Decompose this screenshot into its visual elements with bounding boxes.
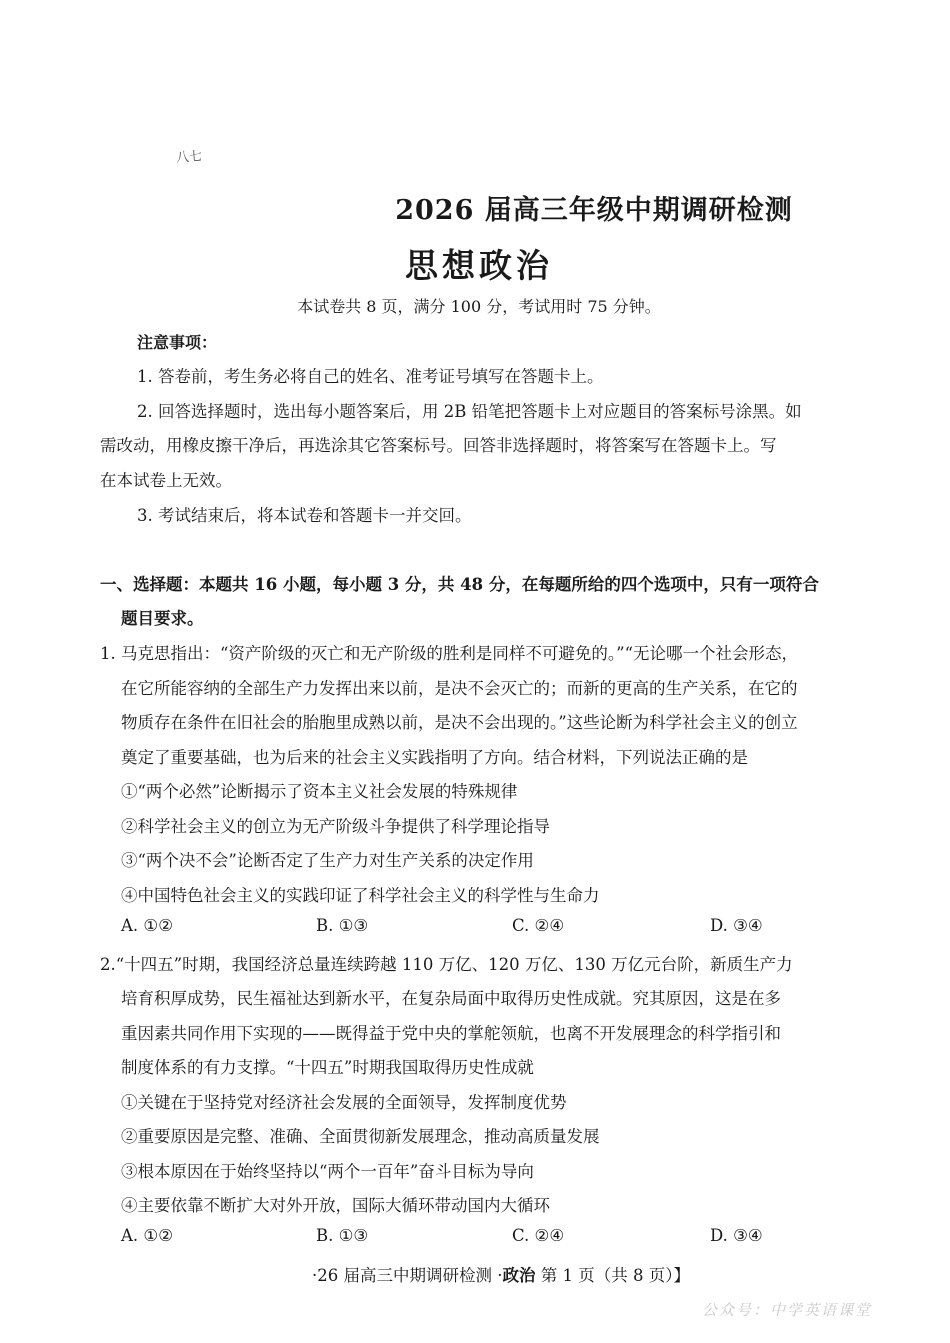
footer-exam-name: ·26 届高三中期调研检测 · xyxy=(312,1266,503,1285)
footer-page-number: 第 1 页（共 8 页）】 xyxy=(535,1266,690,1285)
exam-title: 2026 届高三年级中期调研检测 xyxy=(395,195,793,226)
question-2-stem: 重因素共同作用下实现的——既得益于党中央的掌舵领航，也离不开发展理念的科学指引和 xyxy=(121,1024,781,1043)
question-1-stem: 奠定了重要基础，也为后来的社会主义实践指明了方向。结合材料，下列说法正确的是 xyxy=(121,748,748,767)
question-1-option-c: C. ②④ xyxy=(512,916,565,935)
question-1-statement: ②科学社会主义的创立为无产阶级斗争提供了科学理论指导 xyxy=(121,817,550,836)
section-heading-cont: 题目要求。 xyxy=(121,609,204,628)
question-2-statement: ②重要原因是完整、准确、全面贯彻新发展理念，推动高质量发展 xyxy=(121,1127,600,1146)
subject-title: 思想政治 xyxy=(405,246,553,285)
question-1-stem: 在它所能容纳的全部生产力发挥出来以前，是决不会灭亡的；而新的更高的生产关系，在它的 xyxy=(121,679,798,698)
note-line: 需改动，用橡皮擦干净后，再选涂其它答案标号。回答非选择题时，将答案写在答题卡上。写 xyxy=(100,436,777,455)
question-1-stem: 1. 马克思指出：“资产阶级的灭亡和无产阶级的胜利是同样不可避免的。”“无论哪一个社会形态， xyxy=(100,644,799,663)
note-line: 在本试卷上无效。 xyxy=(100,471,232,490)
section-heading: 一、选择题：本题共 16 小题，每小题 3 分，共 48 分，在每题所给的四个选项中，只有一项符合 xyxy=(100,575,819,594)
question-2-statement: ④主要依靠不断扩大对外开放，国际大循环带动国内大循环 xyxy=(121,1196,550,1215)
question-2-option-a: A. ①② xyxy=(121,1226,173,1245)
notes-heading: 注意事项： xyxy=(137,333,218,352)
note-line: 2. 回答选择题时，选出每小题答案后，用 2B 铅笔把答题卡上对应题目的答案标号涂黑。如 xyxy=(137,402,802,421)
question-2-statement: ①关键在于坚持党对经济社会发展的全面领导，发挥制度优势 xyxy=(121,1093,567,1112)
note-line: 3. 考试结束后，将本试卷和答题卡一并交回。 xyxy=(137,506,472,525)
exam-info: 本试卷共 8 页，满分 100 分，考试用时 75 分钟。 xyxy=(297,297,661,316)
question-1-statement: ①“两个必然”论断揭示了资本主义社会发展的特殊规律 xyxy=(121,782,518,801)
question-1-option-d: D. ③④ xyxy=(710,916,763,935)
question-2-stem: 培育积厚成势，民生福祉达到新水平，在复杂局面中取得历史性成就。究其原因，这是在多 xyxy=(121,989,781,1008)
note-line: 1. 答卷前，考生务必将自己的姓名、准考证号填写在答题卡上。 xyxy=(137,367,604,386)
question-1-option-b: B. ①③ xyxy=(316,916,369,935)
question-2-option-b: B. ①③ xyxy=(316,1226,369,1245)
footer-subject: 政治 xyxy=(502,1266,536,1285)
question-2-stem: 制度体系的有力支撑。“十四五”时期我国取得历史性成就 xyxy=(121,1058,534,1077)
watermark: 公众号：中学英语课堂 xyxy=(702,1301,873,1319)
question-2-option-c: C. ②④ xyxy=(512,1226,565,1245)
handwritten-mark: 八七 xyxy=(175,149,203,166)
question-2-stem: 2.“十四五”时期，我国经济总量连续跨越 110 万亿、120 万亿、130 万亿元台阶，新质生产力 xyxy=(100,955,793,974)
page-footer xyxy=(0,1262,950,1286)
question-2-option-d: D. ③④ xyxy=(710,1226,763,1245)
question-1-statement: ④中国特色社会主义的实践印证了科学社会主义的科学性与生命力 xyxy=(121,886,600,905)
question-2-statement: ③根本原因在于始终坚持以“两个一百年”奋斗目标为导向 xyxy=(121,1162,534,1181)
question-1-stem: 物质存在条件在旧社会的胎胞里成熟以前，是决不会出现的。”这些论断为科学社会主义的创立 xyxy=(121,713,798,732)
question-1-option-a: A. ①② xyxy=(121,916,173,935)
question-1-statement: ③“两个决不会”论断否定了生产力对生产关系的决定作用 xyxy=(121,851,534,870)
